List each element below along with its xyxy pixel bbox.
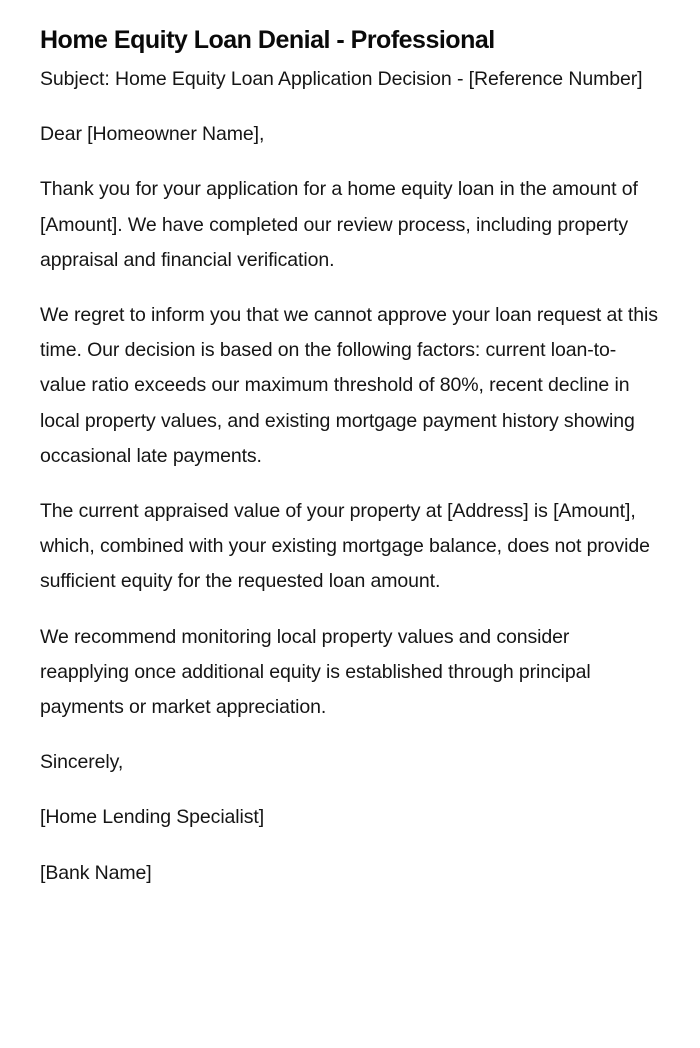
body-paragraph-recommendation: We recommend monitoring local property values and consider reapplying once additional equity is established through principal payments or market appreciation. [40, 625, 591, 719]
closing: Sincerely, [40, 751, 124, 774]
body-paragraph-appraisal: The current appraised value of your property at [Address] is [Amount], which, combined with your existing mortgage balance, does not provide sufficient equity for the requested loan amount. [40, 500, 650, 593]
subject-line: Subject: Home Equity Loan Application Decision - [Reference Number] [40, 68, 643, 90]
body-paragraph-intro: Thank you for your application for a home equity loan in the amount of [Amount]. We have completed our review process, including property appraisal and financial verification. [40, 178, 638, 271]
bank-name: [Bank Name] [40, 861, 152, 884]
salutation: Dear [Homeowner Name], [40, 123, 265, 146]
document-title: Home Equity Loan Denial - Professional [40, 26, 495, 54]
signer-title: [Home Lending Specialist] [40, 806, 265, 829]
body-paragraph-decision: We regret to inform you that we cannot approve your loan request at this time. Our decision is based on the following factors: current loan-to-value ratio exceeds our maximum threshold of 80%, recent decline in local property values, and existing mortgage payment history showing occasional late payments. [40, 304, 658, 467]
